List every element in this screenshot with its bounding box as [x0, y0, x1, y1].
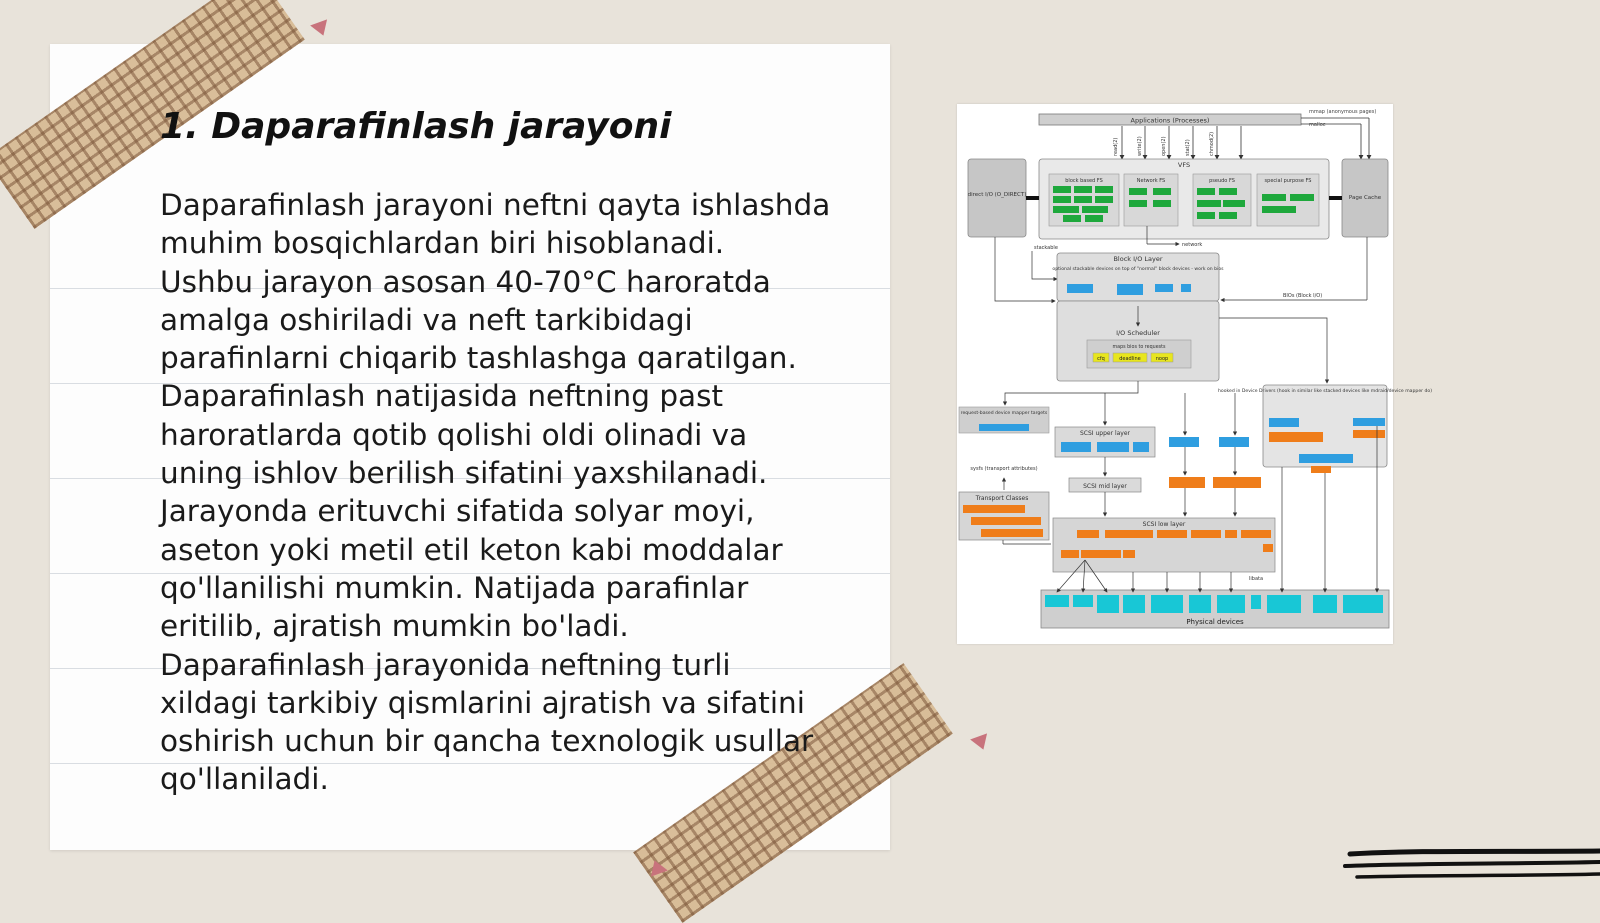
syscall-chmod: chmod(2)	[1209, 131, 1215, 156]
body-line: parafinlarni chiqarib tashlashga qaratilgan.	[160, 341, 797, 376]
body-line: amalga oshiriladi va neft tarkibidagi	[160, 302, 693, 337]
transport-classes-label: Transport Classes	[975, 495, 1029, 502]
body-line: aseton yoki metil etil keton kabi moddalar	[160, 532, 783, 567]
applications-label: Applications (Processes)	[1130, 116, 1210, 125]
page-cache-label: Page Cache	[1348, 195, 1382, 201]
scheduler-label: deadline	[1119, 356, 1141, 362]
body-line: qo'llaniladi.	[160, 762, 329, 797]
body-paragraph	[160, 186, 860, 799]
syscall-write: write(2)	[1137, 136, 1143, 156]
slide-title: 1. Daparafinlash jarayoni	[160, 106, 672, 147]
vfs-label: VFS	[1177, 161, 1191, 169]
block-io-note: optional stackable devices on top of "normal" block devices - work on bios	[1052, 267, 1224, 272]
pin-icon	[310, 19, 332, 38]
fs-group-label: block based FS	[1065, 178, 1103, 184]
direct-io-label: direct I/O (O_DIRECT)	[967, 192, 1027, 198]
hooked-drivers-label: hooked in Device Drivers (hook in similar like stacked devices like mdraid/device mapper do)	[1217, 389, 1433, 394]
fs-group-label: special purpose FS	[1264, 178, 1312, 184]
block-io-layer-label: Block I/O Layer	[1113, 255, 1163, 263]
malloc-label: malloc	[1309, 122, 1326, 128]
fs-group-pseudo	[1193, 174, 1251, 226]
body-line: Daparafinlash jarayonida neftning turli	[160, 647, 731, 682]
sysfs-label: sysfs (transport attributes)	[970, 466, 1038, 472]
body-line: Jarayonda erituvchi sifatida solyar moyi,	[160, 494, 755, 529]
body-line: oshirish uchun bir qancha texnologik usullar	[160, 724, 814, 759]
body-line: Daparafinlash natijasida neftning past	[160, 379, 724, 414]
body-line: qo'llanilishi mumkin. Natijada parafinlar	[160, 570, 749, 605]
network-label: network	[1182, 242, 1203, 248]
fs-group-block	[1049, 174, 1119, 226]
io-scheduler-note: maps bios to requests	[1112, 345, 1166, 350]
body-line: xildagi tarkibiy qismlarini ajratish va sifatini	[160, 685, 805, 720]
physical-devices-label: Physical devices	[1186, 618, 1244, 626]
body-line: eritilib, ajratish mumkin bo'ladi.	[160, 609, 629, 644]
body-line: Ushbu jarayon asosan 40-70°C haroratda	[160, 264, 771, 299]
mmap-label: mmap (anonymous pages)	[1309, 109, 1377, 115]
fs-group-special	[1257, 174, 1319, 226]
scsi-mid-label: SCSI mid layer	[1083, 483, 1127, 490]
scheduler-label: noop	[1155, 356, 1169, 362]
bios-label: BIOs (Block I/O)	[1283, 293, 1323, 299]
pin-icon	[970, 733, 992, 752]
fs-group-label: pseudo FS	[1209, 178, 1235, 184]
diagram-svg	[957, 104, 1433, 644]
request-targets-label: request-based device mapper targets	[960, 411, 1048, 416]
body-line: haroratlarda qotib qolishi oldi olinadi va	[160, 417, 748, 452]
stackable-label: stackable	[1034, 245, 1058, 251]
libata-label: libata	[1249, 576, 1264, 582]
syscall-stat: stat(2)	[1185, 139, 1191, 156]
decorative-lines	[1345, 846, 1600, 886]
direct-io-box	[968, 159, 1026, 237]
body-line: Daparafinlash jarayoni neftni qayta ishlashda	[160, 188, 831, 222]
scsi-low-label: SCSI low layer	[1142, 521, 1186, 528]
body-line: uning ishlov berilish sifatini yaxshilanadi.	[160, 456, 768, 491]
body-line: muhim bosqichlardan biri hisoblanadi.	[160, 226, 725, 261]
scheduler-label: cfq	[1097, 356, 1105, 362]
scsi-upper-label: SCSI upper layer	[1079, 430, 1131, 437]
fs-group-label: Network FS	[1136, 178, 1166, 184]
fs-group-network	[1124, 174, 1178, 226]
syscall-open: open(2)	[1161, 136, 1167, 156]
syscall-read: read(2)	[1113, 137, 1119, 156]
linux-storage-stack-diagram	[957, 104, 1433, 644]
io-scheduler-label: I/O Scheduler	[1116, 329, 1160, 337]
